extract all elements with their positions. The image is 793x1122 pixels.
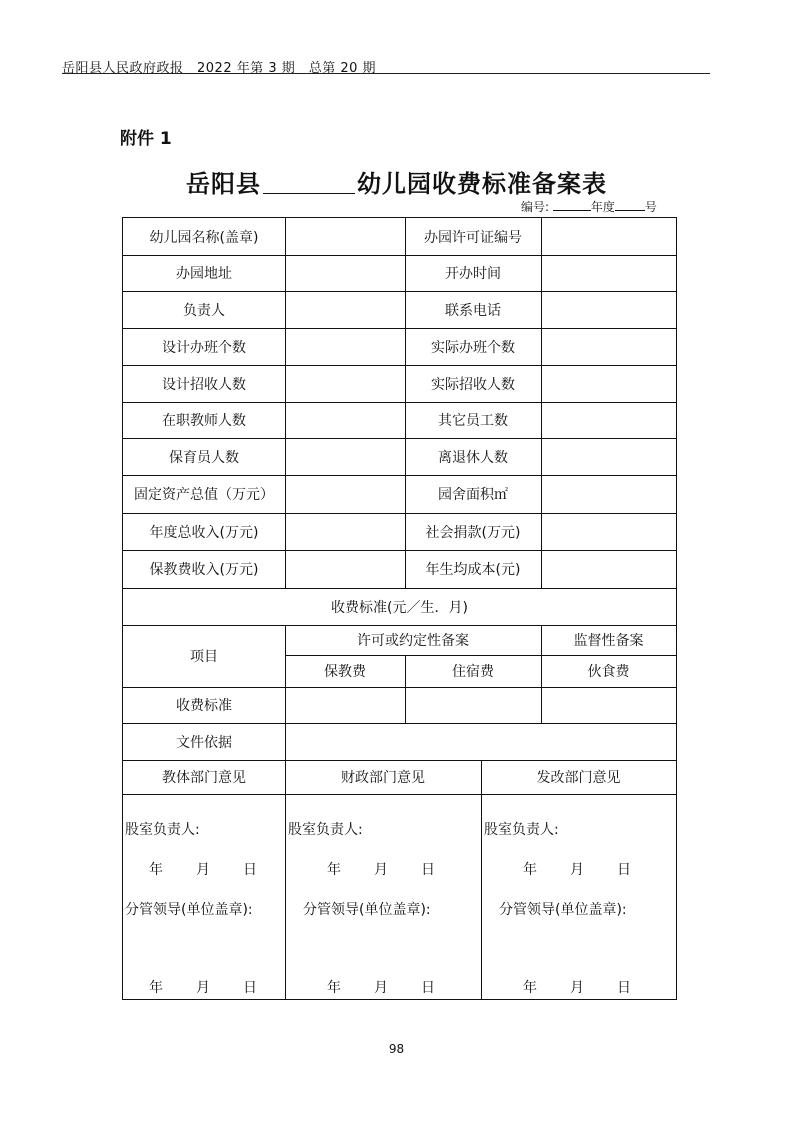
attachment-label: 附件 1 <box>120 129 172 149</box>
label-teachers: 在职教师人数 <box>162 413 246 429</box>
label-designed-enrollment: 设计招收人数 <box>162 376 246 393</box>
grid-line <box>123 794 676 795</box>
label-item: 项目 <box>190 649 218 665</box>
label-license-number: 办园许可证编号 <box>424 229 522 246</box>
label-actual-classes: 实际办班个数 <box>431 339 515 356</box>
grid-line <box>541 218 542 588</box>
leader-label: 分管领导(单位盖章): <box>125 902 253 918</box>
label-lodging-fee: 住宿费 <box>452 664 494 680</box>
number-no-blank[interactable] <box>615 210 645 211</box>
leader-label: 分管领导(单位盖章): <box>303 902 431 918</box>
label-development-opinion: 发改部门意见 <box>536 770 621 786</box>
section-head-label: 股室负责人: <box>288 822 363 838</box>
section-head-label: 股室负责人: <box>484 822 559 838</box>
header-rule <box>62 73 710 74</box>
label-tuition-income: 保教费收入(万元) <box>149 562 259 578</box>
label-finance-opinion: 财政部门意见 <box>341 770 425 786</box>
grid-line <box>481 760 482 999</box>
label-address: 办园地址 <box>176 266 232 282</box>
label-kindergarten-name: 幼儿园名称(盖章) <box>149 229 259 246</box>
page-number: 98 <box>388 1042 405 1056</box>
label-education-opinion: 教体部门意见 <box>162 770 246 786</box>
label-designed-classes: 设计办班个数 <box>162 339 246 356</box>
form-number <box>521 198 657 215</box>
date-day: 日 <box>617 862 631 878</box>
title-suffix: 幼儿园收费标准备案表 <box>357 170 607 198</box>
label-phone: 联系电话 <box>445 302 501 319</box>
date-month: 月 <box>374 862 388 878</box>
label-childcare-staff: 保育员人数 <box>169 449 239 466</box>
label-supervisory-filing: 监督性备案 <box>573 633 644 649</box>
label-donations: 社会捐款(万元) <box>425 524 521 541</box>
label-opening-date: 开办时间 <box>445 266 501 282</box>
value-license-number[interactable] <box>542 219 675 254</box>
date-day: 日 <box>243 862 257 878</box>
label-tuition-fee: 保教费 <box>324 664 366 680</box>
date-year: 年 <box>327 862 341 878</box>
date-day: 日 <box>243 980 257 996</box>
label-fixed-assets: 固定资产总值（万元） <box>134 487 274 503</box>
fee-section-title: 收费标准(元／生．月) <box>331 599 468 616</box>
filing-table <box>122 217 677 1000</box>
date-year: 年 <box>327 980 341 996</box>
number-year-label: 年度 <box>590 200 615 214</box>
title-blank[interactable] <box>263 193 355 194</box>
label-actual-enrollment: 实际招收人数 <box>431 376 515 393</box>
form-title <box>0 164 793 199</box>
number-no-label: 号 <box>644 200 657 214</box>
label-licensed-filing: 许可或约定性备案 <box>357 633 469 649</box>
date-year: 年 <box>149 862 163 878</box>
date-month: 月 <box>374 980 388 996</box>
date-year: 年 <box>149 980 163 996</box>
publication-header: 岳阳县人民政府政报 2022 年第 3 期 总第 20 期 <box>62 61 377 76</box>
date-day: 日 <box>421 980 435 996</box>
date-month: 月 <box>570 862 584 878</box>
label-annual-income: 年度总收入(万元) <box>149 524 259 541</box>
date-day: 日 <box>617 980 631 996</box>
grid-line <box>285 218 286 588</box>
title-prefix: 岳阳县 <box>186 170 261 198</box>
label-meal-fee: 伙食费 <box>587 664 630 680</box>
label-document-basis: 文件依据 <box>176 734 232 751</box>
value-kindergarten-name[interactable] <box>286 219 404 254</box>
label-principal: 负责人 <box>183 302 225 319</box>
label-retirees: 离退休人数 <box>438 449 508 466</box>
label-other-staff: 其它员工数 <box>438 413 508 429</box>
leader-label: 分管领导(单位盖章): <box>499 902 627 918</box>
date-year: 年 <box>523 862 537 878</box>
label-fee-standard: 收费标准 <box>176 698 232 714</box>
number-label: 编号: <box>521 200 550 214</box>
date-month: 月 <box>196 862 210 878</box>
label-cost-per-student: 年生均成本(元) <box>425 562 521 578</box>
label-floor-area: 园舍面积㎡ <box>438 487 508 503</box>
number-year-blank[interactable] <box>553 210 591 211</box>
date-month: 月 <box>196 980 210 996</box>
section-head-label: 股室负责人: <box>125 822 200 838</box>
date-year: 年 <box>523 980 537 996</box>
grid-line <box>285 760 286 999</box>
date-day: 日 <box>421 862 435 878</box>
date-month: 月 <box>570 980 584 996</box>
